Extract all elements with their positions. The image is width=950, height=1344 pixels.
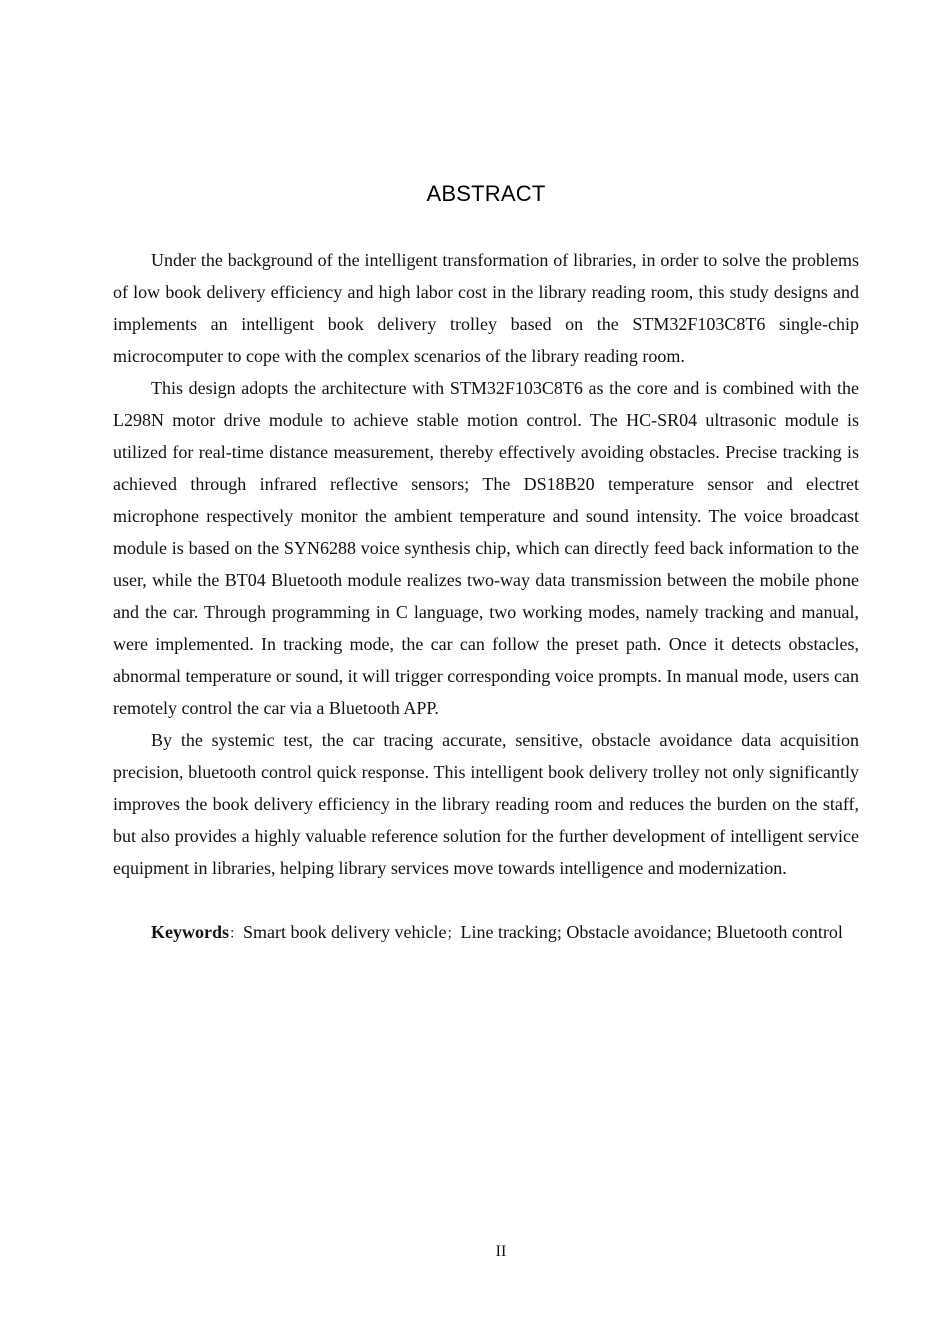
abstract-title: ABSTRACT <box>426 181 546 206</box>
abstract-paragraph-1: Under the background of the intelligent transformation of libraries, in order to solve the problems of low book delivery efficiency and high labor cost in the library reading room, this study designs and implements an intelligent book delivery trolley based on the STM32F103C8T6 single-chip microcomputer to cope with the complex scenarios of the library reading room. <box>113 250 859 366</box>
abstract-paragraph-3: By the systemic test, the car tracing accurate, sensitive, obstacle avoidance data acquisition precision, bluetooth control quick response. This intelligent book delivery trolley not only significantly improves the book delivery efficiency in the library reading room and reduces the burden on the staff, but also provides a highly valuable reference solution for the further development of intelligent service equipment in libraries, helping library services move towards intelligence and modernization. <box>113 730 859 878</box>
abstract-paragraph-2: This design adopts the architecture with STM32F103C8T6 as the core and is combined with the L298N motor drive module to achieve stable motion control. The HC-SR04 ultrasonic module is utilized for real-time distance measurement, thereby effectively avoiding obstacles. Precise tracking is achieved through infrared reflective sensors; The DS18B20 temperature sensor and electret microphone respectively monitor the ambient temperature and sound intensity. The voice broadcast module is based on the SYN6288 voice synthesis chip, which can directly feed back information to the user, while the BT04 Bluetooth module realizes two-way data transmission between the mobile phone and the car. Through programming in C language, two working modes, namely tracking and manual, were implemented. In tracking mode, the car can follow the preset path. Once it detects obstacles, abnormal temperature or sound, it will trigger corresponding voice prompts. In manual mode, users can remotely control the car via a Bluetooth APP. <box>113 378 859 718</box>
keywords-line <box>113 916 859 950</box>
page-number: II <box>495 1243 507 1260</box>
abstract-body <box>113 244 859 950</box>
keywords-label: Keywords <box>151 922 229 942</box>
keywords-separator: ； <box>446 926 461 942</box>
keywords-rest: Line tracking; Obstacle avoidance; Bluetooth control <box>460 922 843 942</box>
keywords-label-separator: ： <box>229 926 243 942</box>
keyword-smart-book-delivery: Smart book delivery vehicle <box>243 922 447 942</box>
